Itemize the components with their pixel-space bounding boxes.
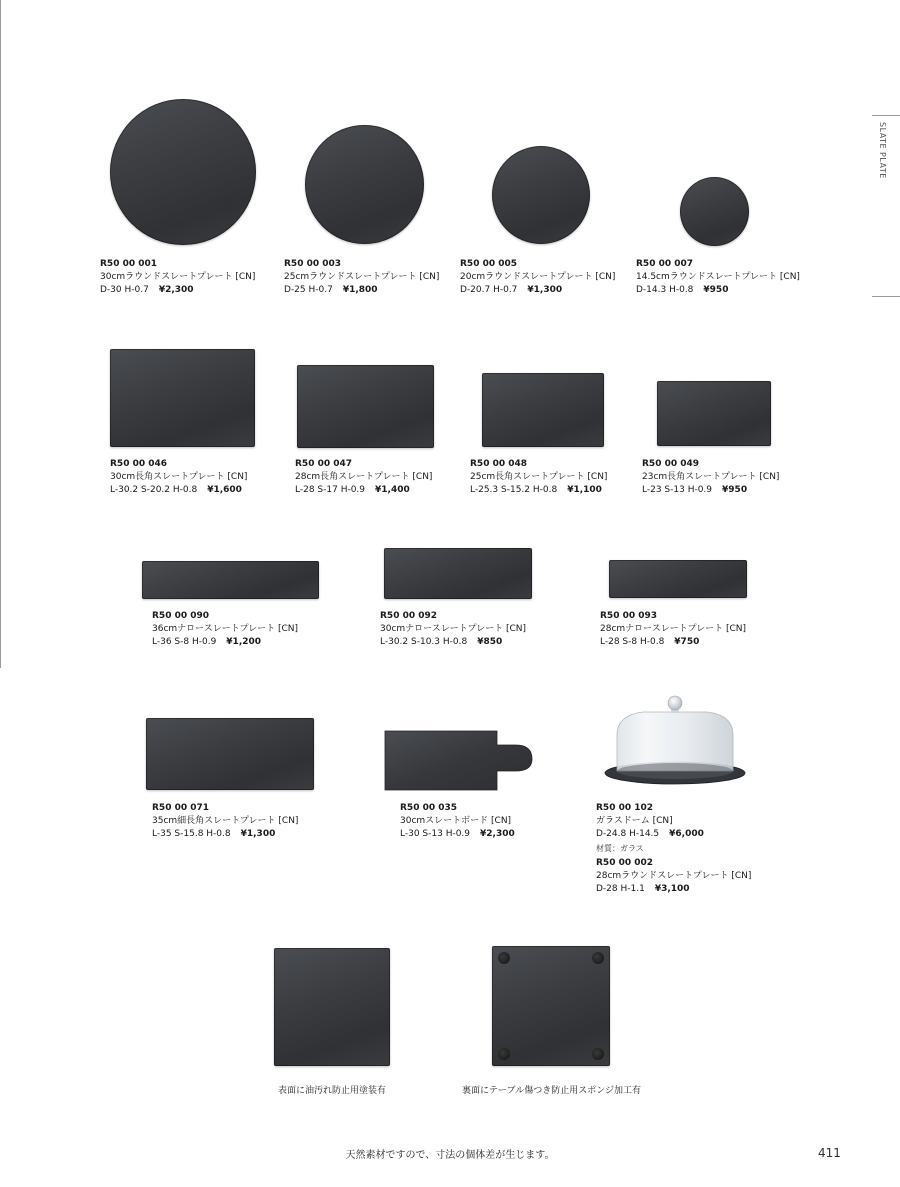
product-r5000005	[460, 258, 615, 297]
rect-slate-23cm-image	[657, 381, 771, 446]
glass-dome-image	[603, 695, 748, 787]
product-name: 30cm長角スレートプレート [CN]	[110, 472, 248, 482]
product-spec	[460, 284, 615, 297]
product-price: ¥950	[722, 485, 748, 495]
product-name: 28cm長角スレートプレート [CN]	[295, 472, 433, 482]
product-price: ¥1,600	[207, 485, 242, 495]
round-slate-30cm-image	[110, 99, 256, 245]
product-spec	[596, 828, 751, 841]
product-spec	[400, 828, 515, 841]
narrow-slate-36cm-image	[142, 561, 319, 599]
product-price: ¥1,300	[240, 829, 276, 839]
product-code: R50 00 048	[470, 459, 528, 469]
product-code: R50 00 046	[110, 459, 168, 469]
product-r5000001	[100, 258, 255, 297]
rect-slate-30cm-image	[110, 349, 255, 447]
product-r5000007	[636, 258, 800, 297]
product-code: R50 00 102	[596, 803, 654, 813]
narrow-slate-28cm-image	[609, 560, 747, 598]
side-tab-rule-bottom	[872, 296, 900, 297]
product-r5000048	[470, 458, 607, 497]
product-code: R50 00 047	[295, 459, 353, 469]
product-r5000093	[600, 610, 746, 649]
product-spec	[642, 484, 779, 497]
product-spec	[596, 883, 751, 896]
product-name: 30cmナロースレートプレート [CN]	[380, 624, 526, 634]
product-price: ¥6,000	[669, 829, 704, 839]
product-dimensions: L-30.2 S-10.3 H-0.8	[380, 637, 468, 647]
product-code: R50 00 092	[380, 611, 438, 621]
product-dimensions: D-25 H-0.7	[284, 285, 333, 295]
product-r5000046	[110, 458, 247, 497]
coated-slate-sample-image	[274, 948, 390, 1066]
sponge-foot-dot	[592, 1048, 604, 1060]
product-name: 28cmナロースレートプレート [CN]	[600, 624, 746, 634]
product-price: ¥750	[674, 637, 700, 647]
page-number: 411	[818, 1146, 841, 1160]
product-code: R50 00 049	[642, 459, 700, 469]
product-r5000102	[596, 802, 751, 896]
sponge-note: 裏面にテーブル傷つき防止用スポンジ加工有	[462, 1086, 641, 1096]
product-material: 材質：ガラス	[596, 844, 644, 853]
product-r5000092	[380, 610, 526, 649]
product-spec	[636, 284, 800, 297]
product-r5000071	[152, 802, 298, 841]
product-code: R50 00 001	[100, 259, 158, 269]
product-r5000047	[295, 458, 432, 497]
product-r5000003	[284, 258, 439, 297]
product-dimensions: D-20.7 H-0.7	[460, 285, 518, 295]
product-code: R50 00 002	[596, 858, 654, 868]
product-spec	[152, 636, 298, 649]
rect-slate-28cm-image	[297, 365, 434, 448]
long-rect-slate-35cm-image	[146, 718, 314, 790]
product-spec	[295, 484, 432, 497]
product-price: ¥2,300	[158, 285, 194, 295]
product-name: 23cm長角スレートプレート [CN]	[642, 472, 780, 482]
product-price: ¥1,300	[527, 285, 563, 295]
sponge-foot-dot	[498, 952, 510, 964]
product-price: ¥1,100	[567, 485, 602, 495]
product-spec	[284, 284, 439, 297]
product-name: 20cmラウンドスレートプレート [CN]	[460, 272, 616, 282]
product-name: ガラスドーム [CN]	[596, 816, 673, 826]
round-slate-20cm-image	[492, 146, 590, 244]
product-spec	[152, 828, 298, 841]
product-dimensions: D-30 H-0.7	[100, 285, 149, 295]
product-dimensions: D-24.8 H-14.5	[596, 829, 660, 839]
product-code: R50 00 090	[152, 611, 210, 621]
product-name: 36cmナロースレートプレート [CN]	[152, 624, 298, 634]
product-spec	[470, 484, 607, 497]
product-name: 30cmラウンドスレートプレート [CN]	[100, 272, 256, 282]
product-r5000035	[400, 802, 515, 841]
product-price: ¥3,100	[654, 884, 690, 894]
round-slate-25cm-image	[305, 125, 424, 244]
left-margin-rule	[0, 0, 1, 668]
product-price: ¥1,200	[226, 637, 262, 647]
product-code: R50 00 003	[284, 259, 342, 269]
side-tab-rule-top	[872, 115, 900, 116]
round-slate-14cm-image	[680, 177, 749, 246]
product-code: R50 00 093	[600, 611, 658, 621]
sponge-slate-sample-image	[492, 946, 610, 1066]
product-r5000090	[152, 610, 298, 649]
product-price: ¥1,800	[342, 285, 378, 295]
product-price: ¥2,300	[480, 829, 515, 839]
product-dimensions: D-14.3 H-0.8	[636, 285, 694, 295]
sponge-foot-dot	[498, 1048, 510, 1060]
product-name: 30cmスレートボード [CN]	[400, 816, 512, 826]
product-dimensions: L-28 S-8 H-0.8	[600, 637, 665, 647]
product-dimensions: L-30.2 S-20.2 H-0.8	[110, 485, 198, 495]
sponge-foot-dot	[592, 952, 604, 964]
product-dimensions: L-28 S-17 H-0.9	[295, 485, 366, 495]
slate-board-image	[384, 722, 534, 792]
product-code: R50 00 007	[636, 259, 694, 269]
product-dimensions: L-30 S-13 H-0.9	[400, 829, 471, 839]
product-price: ¥1,400	[375, 485, 410, 495]
product-code: R50 00 035	[400, 803, 458, 813]
product-code: R50 00 071	[152, 803, 210, 813]
product-price: ¥850	[477, 637, 503, 647]
rect-slate-25cm-image	[482, 373, 604, 447]
product-spec	[110, 484, 247, 497]
glass-dome-svg	[603, 695, 748, 787]
product-name: 35cm細長角スレートプレート [CN]	[152, 816, 299, 826]
product-dimensions: L-36 S-8 H-0.9	[152, 637, 217, 647]
product-dimensions: L-23 S-13 H-0.9	[642, 485, 713, 495]
narrow-slate-30cm-image	[384, 548, 532, 599]
product-code: R50 00 005	[460, 259, 518, 269]
product-spec	[380, 636, 526, 649]
side-tab-label: SLATE PLATE	[878, 122, 887, 179]
product-dimensions: L-25.3 S-15.2 H-0.8	[470, 485, 558, 495]
product-dimensions: D-28 H-1.1	[596, 884, 645, 894]
coating-note: 表面に油汚れ防止用塗装有	[278, 1086, 387, 1096]
product-name: 14.5cmラウンドスレートプレート [CN]	[636, 272, 800, 282]
product-price: ¥950	[703, 285, 729, 295]
footer-disclaimer: 天然素材ですので、寸法の個体差が生じます。	[345, 1150, 555, 1161]
product-spec	[600, 636, 746, 649]
product-dimensions: L-35 S-15.8 H-0.8	[152, 829, 231, 839]
product-r5000049	[642, 458, 779, 497]
product-name: 28cmラウンドスレートプレート [CN]	[596, 871, 752, 881]
product-spec	[100, 284, 255, 297]
product-name: 25cmラウンドスレートプレート [CN]	[284, 272, 440, 282]
product-name: 25cm長角スレートプレート [CN]	[470, 472, 608, 482]
